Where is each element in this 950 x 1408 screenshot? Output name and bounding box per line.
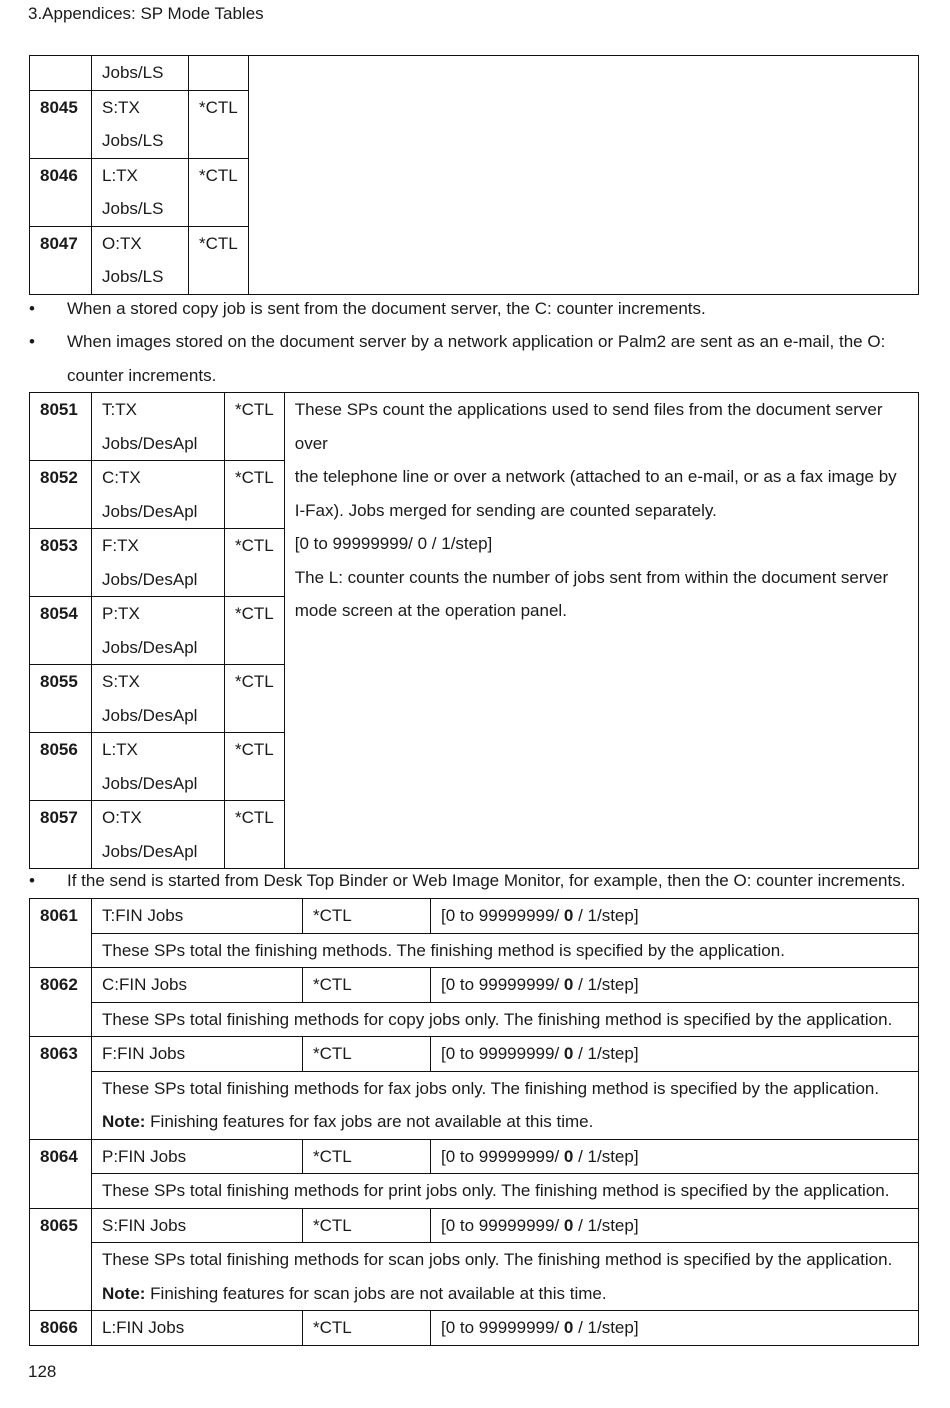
sp-name: P:FIN Jobs	[92, 1139, 303, 1174]
sp-name: L:TX Jobs/LS	[92, 158, 189, 226]
sp-type: *CTL	[303, 1139, 431, 1174]
sp-type: *CTL	[303, 1208, 431, 1243]
sp-type: *CTL	[189, 90, 249, 158]
sp-description: These SPs total finishing methods for print jobs only. The finishing method is specified by the application.	[92, 1174, 919, 1209]
sp-type: *CTL	[225, 393, 285, 461]
sp-number: 8064	[30, 1139, 92, 1208]
sp-name: P:TX Jobs/DesApl	[92, 597, 225, 665]
sp-number: 8055	[30, 665, 92, 733]
bullet-icon: •	[29, 299, 35, 318]
sp-type	[189, 56, 249, 91]
sp-name: S:TX Jobs/LS	[92, 90, 189, 158]
sp-number: 8062	[30, 968, 92, 1037]
sp-name: S:TX Jobs/DesApl	[92, 665, 225, 733]
sp-number: 8056	[30, 733, 92, 801]
sp-number: 8063	[30, 1037, 92, 1140]
sp-name: F:TX Jobs/DesApl	[92, 529, 225, 597]
sp-description: These SPs total finishing methods for scan jobs only. The finishing method is specified by the application. Note: Finishing features for scan jobs are not available at this time.	[92, 1243, 919, 1311]
table-row	[30, 1243, 919, 1311]
table-row	[30, 1037, 919, 1072]
sp-range: [0 to 99999999/ 0 / 1/step]	[431, 1311, 919, 1346]
table-row	[30, 393, 919, 461]
sp-note: Note: Finishing features for fax jobs are not available at this time.	[102, 1112, 594, 1131]
bullet-item: • When a stored copy job is sent from the document server, the C: counter increments.	[29, 292, 909, 326]
sp-number: 8061	[30, 899, 92, 968]
sp-number	[30, 56, 92, 91]
sp-name: C:FIN Jobs	[92, 968, 303, 1003]
sp-number: 8054	[30, 597, 92, 665]
sp-description: These SPs total finishing methods for fax jobs only. The finishing method is specified by the application. Note: Finishing features for fax jobs are not available at this time.	[92, 1071, 919, 1139]
sp-number: 8051	[30, 393, 92, 461]
sp-number: 8047	[30, 226, 92, 294]
sp-number: 8052	[30, 461, 92, 529]
table-row	[30, 899, 919, 934]
sp-type: *CTL	[303, 1311, 431, 1346]
bullet-icon: •	[29, 332, 35, 351]
sp-name: C:TX Jobs/DesApl	[92, 461, 225, 529]
bullet-icon: •	[29, 871, 35, 890]
table-row	[30, 1311, 919, 1346]
table-row	[30, 1174, 919, 1209]
sp-type: *CTL	[225, 665, 285, 733]
sp-number: 8046	[30, 158, 92, 226]
sp-description: These SPs total finishing methods for copy jobs only. The finishing method is specified by the application.	[92, 1002, 919, 1037]
sp-number: 8057	[30, 801, 92, 869]
sp-name: T:FIN Jobs	[92, 899, 303, 934]
sp-number: 8065	[30, 1208, 92, 1311]
table-row	[30, 1208, 919, 1243]
page-number: 128	[28, 1362, 57, 1381]
sp-name: F:FIN Jobs	[92, 1037, 303, 1072]
table-row	[30, 1139, 919, 1174]
sp-table-8051-8057	[29, 392, 919, 869]
sp-type: *CTL	[303, 1037, 431, 1072]
sp-type: *CTL	[189, 158, 249, 226]
bullet-item: • If the send is started from Desk Top Binder or Web Image Monitor, for example, then the O: counter increments.	[29, 864, 909, 898]
sp-range: [0 to 99999999/ 0 / 1/step]	[431, 1208, 919, 1243]
sp-description: These SPs count the applications used to send files from the document server over the telephone line or over a network (attached to an e-mail, or as a fax image by I-Fax). Jobs merged for sending are counted separately. [0 to 99999999/ 0 / 1/step] The L: counter counts the number of jobs sent from within the document server mode screen at the operation panel.	[284, 393, 918, 869]
sp-type: *CTL	[303, 968, 431, 1003]
sp-type: *CTL	[225, 461, 285, 529]
sp-type: *CTL	[225, 733, 285, 801]
sp-description	[248, 56, 918, 295]
sp-range: [0 to 99999999/ 0 / 1/step]	[431, 1037, 919, 1072]
page-header: 3.Appendices: SP Mode Tables	[28, 4, 264, 23]
sp-type: *CTL	[225, 801, 285, 869]
sp-range: [0 to 99999999/ 0 / 1/step]	[431, 1139, 919, 1174]
sp-range: [0 to 99999999/ 0 / 1/step]	[431, 968, 919, 1003]
bullet-item: • When images stored on the document server by a network application or Palm2 are sent as an e-mail, the O: counter increments.	[29, 325, 909, 392]
sp-range: [0 to 99999999/ 0 / 1/step]	[431, 899, 919, 934]
sp-description: These SPs total the finishing methods. The finishing method is specified by the application.	[92, 933, 919, 968]
sp-type: *CTL	[303, 899, 431, 934]
sp-note: Note: Finishing features for scan jobs are not available at this time.	[102, 1283, 607, 1303]
table-row	[30, 933, 919, 968]
sp-name: O:TX Jobs/DesApl	[92, 801, 225, 869]
sp-name: S:FIN Jobs	[92, 1208, 303, 1243]
sp-type: *CTL	[225, 529, 285, 597]
sp-number: 8066	[30, 1311, 92, 1346]
sp-table-8061-8066	[29, 898, 919, 1346]
table-row	[30, 56, 919, 91]
sp-type: *CTL	[189, 226, 249, 294]
table-row	[30, 1071, 919, 1139]
sp-table-8045-8047	[29, 55, 919, 295]
sp-number: 8053	[30, 529, 92, 597]
sp-type: *CTL	[225, 597, 285, 665]
table-row	[30, 968, 919, 1003]
sp-name: T:TX Jobs/DesApl	[92, 393, 225, 461]
table-row	[30, 1002, 919, 1037]
sp-name: O:TX Jobs/LS	[92, 226, 189, 294]
sp-name: L:FIN Jobs	[92, 1311, 303, 1346]
sp-number: 8045	[30, 90, 92, 158]
sp-name: L:TX Jobs/DesApl	[92, 733, 225, 801]
sp-name: Jobs/LS	[92, 56, 189, 91]
